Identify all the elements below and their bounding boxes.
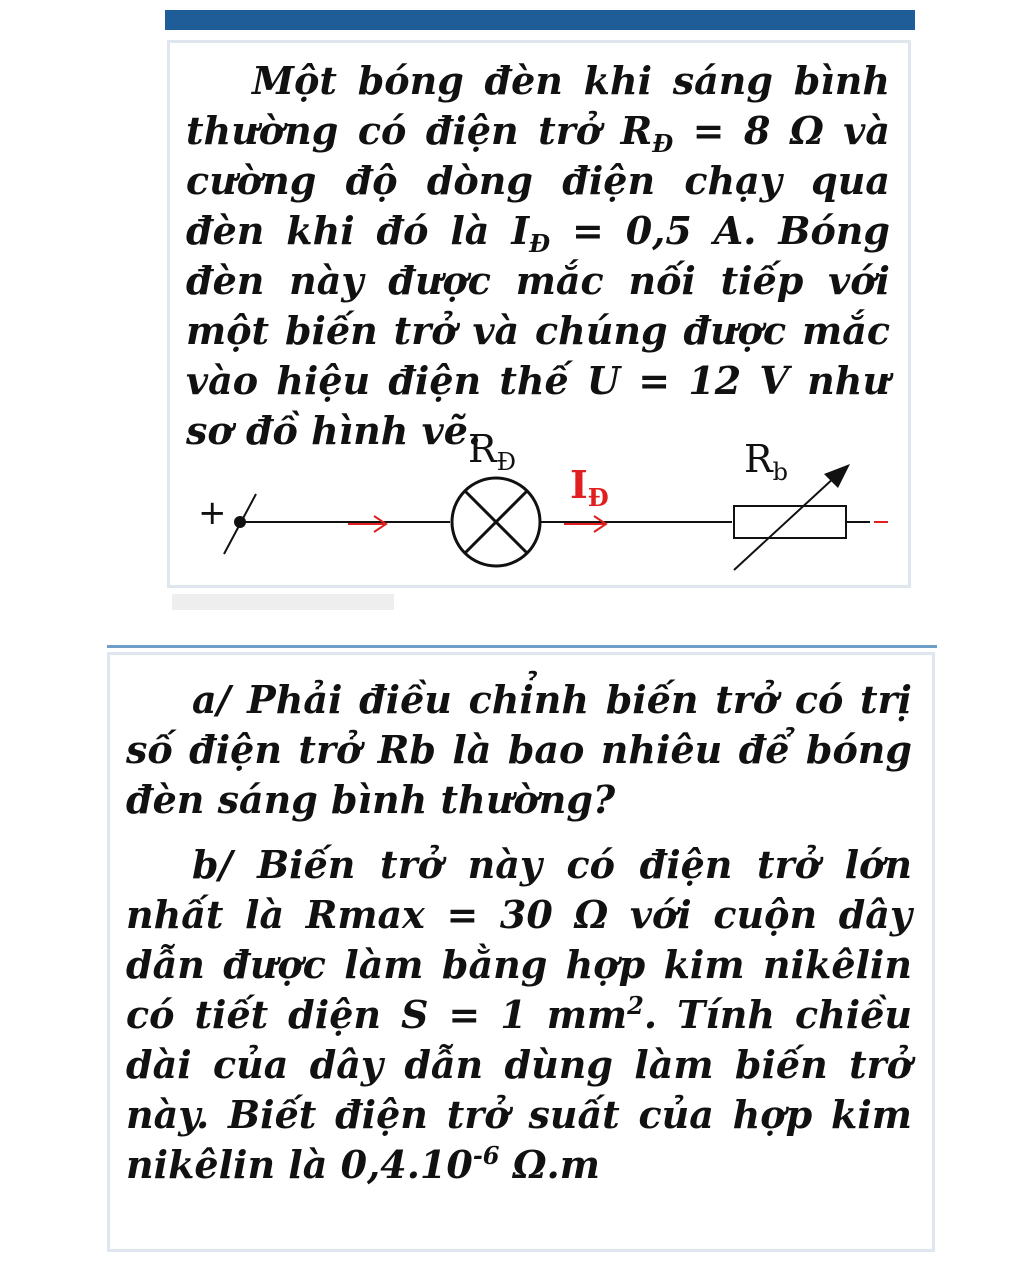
rheostat-body (734, 506, 846, 538)
rmax-symbol: Rmax (305, 892, 425, 937)
plus-terminal-label: + (198, 493, 227, 533)
rd-subscript: Đ (652, 129, 674, 158)
question-b (126, 840, 912, 1190)
rd-symbol: R (620, 108, 653, 153)
top-accent-bar (165, 10, 915, 30)
rb-symbol: Rb (377, 727, 436, 772)
resistivity-value: 0,4.10 (340, 1142, 473, 1187)
image-caption-strip (172, 594, 394, 610)
problem-statement (186, 56, 890, 456)
problem-text-3: = 0,5 A. Bóng đèn này được mắc nối tiếp với một biến trở và chúng được mắc vào hiệu điện thế (186, 208, 890, 403)
question-b-text-2: = 30 Ω với cuộn dây dẫn được làm bằng hợp kim nikêlin có tiết diện (126, 892, 913, 1037)
question-a-text-2: là bao nhiêu để bóng đèn sáng bình thường? (126, 727, 912, 822)
current-arrow-middle (564, 516, 606, 532)
question-b-text-1: b/ Biến trở này có điện trở lớn nhất là (126, 842, 912, 937)
problem-text-4: U = 12 V như sơ đồ hình vẽ. (186, 358, 890, 453)
current-label: $I_Đ$ (570, 462, 609, 512)
cross-section-value: S = 1 mm (401, 992, 628, 1037)
id-subscript: Đ (529, 229, 551, 258)
circuit-diagram (188, 418, 898, 578)
rheostat-label: $R_b$ (744, 437, 788, 486)
problem-text-1: Một bóng đèn khi sáng bình thường có điện trở (186, 58, 890, 153)
current-arrow-left (348, 516, 386, 532)
resistivity-exponent: -6 (472, 1141, 500, 1170)
question-a (126, 675, 912, 825)
cross-section-exponent: 2 (627, 991, 644, 1020)
section-divider (107, 645, 937, 648)
lamp-symbol (452, 478, 540, 566)
question-b-text-3: . Tính chiều dài của dây dẫn dùng làm biến trở này. Biết điện trở suất của hợp kim nikêlin là (126, 992, 913, 1187)
resistivity-unit: Ω.m (499, 1142, 600, 1187)
problem-text-2: = 8 Ω và cường độ dòng điện chạy qua đèn khi đó là (186, 108, 890, 253)
question-a-text-1: a/ Phải điều chỉnh biến trở có trị số điện trở (126, 677, 912, 772)
id-symbol: I (511, 208, 530, 253)
lamp-label: $R_Đ$ (468, 427, 516, 476)
